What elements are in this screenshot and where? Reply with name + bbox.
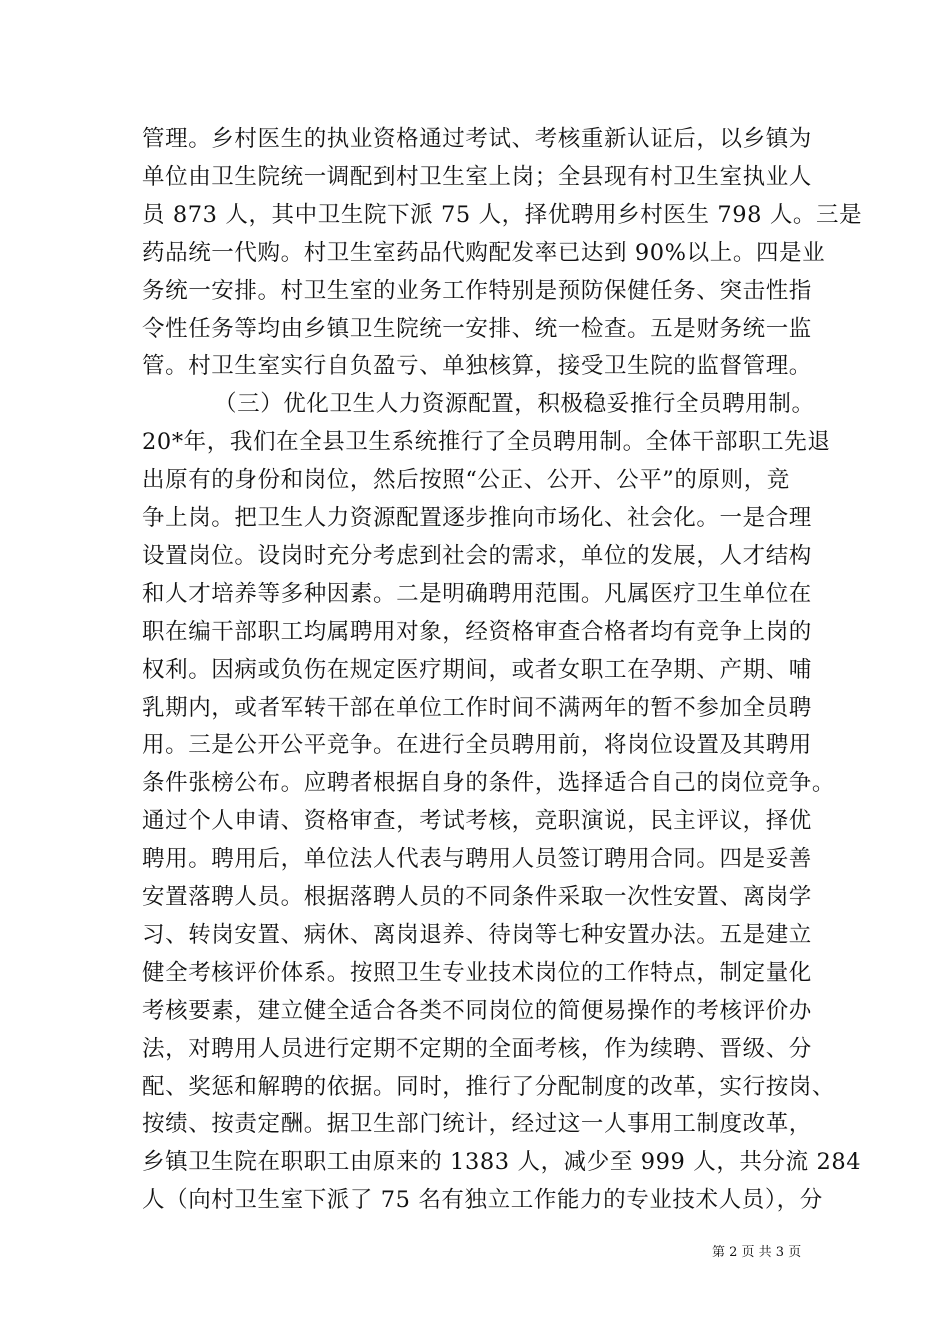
paragraph-line: 管。村卫生室实行自负盈亏、单独核算，接受卫生院的监督管理。 <box>142 353 812 380</box>
paragraph-line: 职在编干部职工均属聘用对象，经资格审查合格者均有竞争上岗的 <box>142 618 812 645</box>
paragraph-line: 通过个人申请、资格审查，考试考核，竞职演说，民主评议，择优 <box>142 808 812 835</box>
paragraph-line: 务统一安排。村卫生室的业务工作特别是预防保健任务、突击性指 <box>142 277 812 304</box>
paragraph-line: 考核要素，建立健全适合各类不同岗位的简便易操作的考核评价办 <box>142 997 812 1024</box>
paragraph-line: 人（向村卫生室下派了 75 名有独立工作能力的专业技术人员），分 <box>142 1187 823 1214</box>
paragraph-line: 员 873 人，其中卫生院下派 75 人，择优聘用乡村医生 798 人。三是 <box>142 201 863 228</box>
paragraph-line: 令性任务等均由乡镇卫生院统一安排、统一检查。五是财务统一监 <box>142 315 812 342</box>
paragraph-line: 20*年，我们在全县卫生系统推行了全员聘用制。全体干部职工先退 <box>142 429 831 456</box>
paragraph-line: 药品统一代购。村卫生室药品代购配发率已达到 90%以上。四是业 <box>142 239 826 266</box>
paragraph-line: 单位由卫生院统一调配到村卫生室上岗；全县现有村卫生室执业人 <box>142 163 812 190</box>
paragraph-line: 管理。乡村医生的执业资格通过考试、考核重新认证后，以乡镇为 <box>142 126 812 152</box>
paragraph-line: 按绩、按责定酬。据卫生部门统计，经过这一人事用工制度改革， <box>142 1111 812 1138</box>
paragraph-line: 习、转岗安置、病休、离岗退养、待岗等七种安置办法。五是建立 <box>142 921 812 948</box>
paragraph-line: 乡镇卫生院在职职工由原来的 1383 人，减少至 999 人，共分流 284 <box>142 1149 862 1176</box>
paragraph-line: 用。三是公开公平竞争。在进行全员聘用前，将岗位设置及其聘用 <box>142 732 812 759</box>
paragraph-line: 配、奖惩和解聘的依据。同时，推行了分配制度的改革，实行按岗、 <box>142 1073 836 1100</box>
paragraph-line: 条件张榜公布。应聘者根据自身的条件，选择适合自己的岗位竞争。 <box>142 770 836 797</box>
paragraph-line: 安置落聘人员。根据落聘人员的不同条件采取一次性安置、离岗学 <box>142 884 812 910</box>
section-heading-line: （三）优化卫生人力资源配置，积极稳妥推行全员聘用制。 <box>214 391 815 418</box>
paragraph-line: 聘用。聘用后，单位法人代表与聘用人员签订聘用合同。四是妥善 <box>142 846 812 873</box>
paragraph-line: 健全考核评价体系。按照卫生专业技术岗位的工作特点，制定量化 <box>142 959 812 986</box>
paragraph-line: 争上岗。把卫生人力资源配置逐步推向市场化、社会化。一是合理 <box>142 505 812 531</box>
paragraph-line: 法，对聘用人员进行定期不定期的全面考核，作为续聘、晋级、分 <box>142 1035 812 1062</box>
paragraph-line: 出原有的身份和岗位，然后按照“公正、公开、公平”的原则，竞 <box>142 467 790 494</box>
paragraph-line: 设置岗位。设岗时充分考虑到社会的需求，单位的发展，人才结构 <box>142 542 812 569</box>
paragraph-line: 乳期内，或者军转干部在单位工作时间不满两年的暂不参加全员聘 <box>142 694 812 721</box>
paragraph-line: 权利。因病或负伤在规定医疗期间，或者女职工在孕期、产期、哺 <box>142 656 812 683</box>
paragraph-line: 和人才培养等多种因素。二是明确聘用范围。凡属医疗卫生单位在 <box>142 580 812 607</box>
page-footer: 第 2 页 共 3 页 <box>712 1245 802 1260</box>
